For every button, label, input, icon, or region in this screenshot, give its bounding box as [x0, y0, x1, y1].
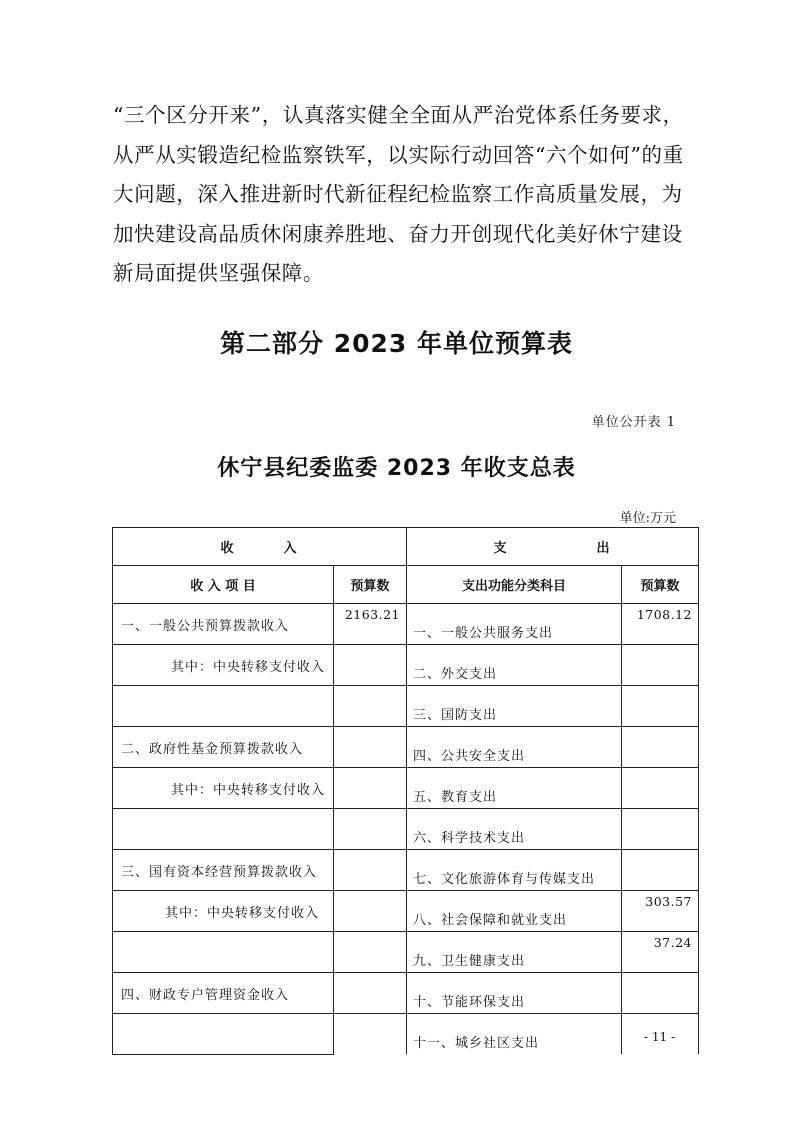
- section-title: 第二部分 2023 年单位预算表: [220, 329, 573, 358]
- expense-amount-cell: 1708.12: [622, 604, 699, 645]
- table-row: [113, 850, 699, 891]
- income-group-char-1: 收: [220, 541, 236, 556]
- expense-amount-cell: [622, 686, 699, 727]
- income-amount-cell: [334, 932, 407, 973]
- expense-cell: 六、科学技术支出: [407, 809, 622, 850]
- income-amount-cell: [334, 1014, 407, 1055]
- expense-amount-cell: [622, 809, 699, 850]
- table-row: [113, 932, 699, 973]
- income-amount-cell: [334, 686, 407, 727]
- income-group-header: [113, 528, 407, 566]
- expense-cell: 一、一般公共服务支出: [407, 604, 622, 645]
- income-amount-cell: [334, 891, 407, 932]
- income-cell: [113, 932, 334, 973]
- unit-label: 单位:万元: [619, 511, 676, 526]
- expense-amount-cell: [622, 645, 699, 686]
- expense-amount-cell: [622, 850, 699, 891]
- expense-group-char-1: 支: [493, 541, 509, 556]
- table-id-label: 单位公开表 1: [591, 415, 676, 430]
- expense-cell: 二、外交支出: [407, 645, 622, 686]
- income-amount-cell: [334, 973, 407, 1014]
- expense-group-header: [407, 528, 699, 566]
- table-row: [113, 809, 699, 850]
- expense-cell: 十一、城乡社区支出: [407, 1014, 622, 1055]
- income-amount-cell: [334, 645, 407, 686]
- table-row: [113, 973, 699, 1014]
- expense-cell: 八、社会保障和就业支出: [407, 891, 622, 932]
- expense-cell: 三、国防支出: [407, 686, 622, 727]
- table-row: [113, 1014, 699, 1055]
- table-row: [113, 727, 699, 768]
- income-cell: 其中：中央转移支付收入: [113, 645, 334, 686]
- budget-table: [112, 527, 699, 1055]
- income-cell: 三、国有资本经营预算拨款收入: [113, 850, 334, 891]
- income-group-char-2: 入: [283, 541, 299, 556]
- income-item-header: 收 入 项 目: [113, 566, 334, 604]
- table-row: [113, 645, 699, 686]
- table-row: [113, 604, 699, 645]
- table-row: [113, 891, 699, 932]
- income-amount-cell: [334, 727, 407, 768]
- expense-amount-cell: 303.57: [622, 891, 699, 932]
- income-cell: 一、一般公共预算拨款收入: [113, 604, 334, 645]
- income-amount-cell: [334, 809, 407, 850]
- expense-cell: 四、公共安全支出: [407, 727, 622, 768]
- income-budget-header: 预算数: [334, 566, 407, 604]
- income-cell: 其中：中央转移支付收入: [113, 768, 334, 809]
- expense-amount-cell: 37.24: [622, 932, 699, 973]
- expense-amount-cell: [622, 768, 699, 809]
- income-cell: [113, 1014, 334, 1055]
- expense-amount-cell: [622, 727, 699, 768]
- income-cell: [113, 809, 334, 850]
- expense-cell: 七、文化旅游体育与传媒支出: [407, 850, 622, 891]
- income-cell: [113, 686, 334, 727]
- expense-cell: 十、节能环保支出: [407, 973, 622, 1014]
- income-amount-cell: 2163.21: [334, 604, 407, 645]
- expense-amount-cell: [622, 973, 699, 1014]
- body-paragraph: “三个区分开来”，认真落实健全全面从严治党体系任务要求，从严从实锻造纪检监察铁军，以实际行动回答“六个如何”的重大问题，深入推进新时代新征程纪检监察工作高质量发展，为加快建设高品质休闲康养胜地、奋力开创现代化美好休宁建设新局面提供坚强保障。: [113, 103, 684, 285]
- expense-cell: 五、教育支出: [407, 768, 622, 809]
- income-cell: 二、政府性基金预算拨款收入: [113, 727, 334, 768]
- table-row: [113, 768, 699, 809]
- income-cell: 四、财政专户管理资金收入: [113, 973, 334, 1014]
- expense-budget-header: 预算数: [622, 566, 699, 604]
- expense-group-char-2: 出: [596, 541, 612, 556]
- income-amount-cell: [334, 850, 407, 891]
- expense-cell: 九、卫生健康支出: [407, 932, 622, 973]
- table-row: [113, 686, 699, 727]
- income-cell: 其中：中央转移支付收入: [113, 891, 334, 932]
- table-title: 休宁县纪委监委 2023 年收支总表: [217, 456, 576, 481]
- income-amount-cell: [334, 768, 407, 809]
- expense-item-header: 支出功能分类科目: [407, 566, 622, 604]
- page-number: - 11 -: [643, 1030, 675, 1044]
